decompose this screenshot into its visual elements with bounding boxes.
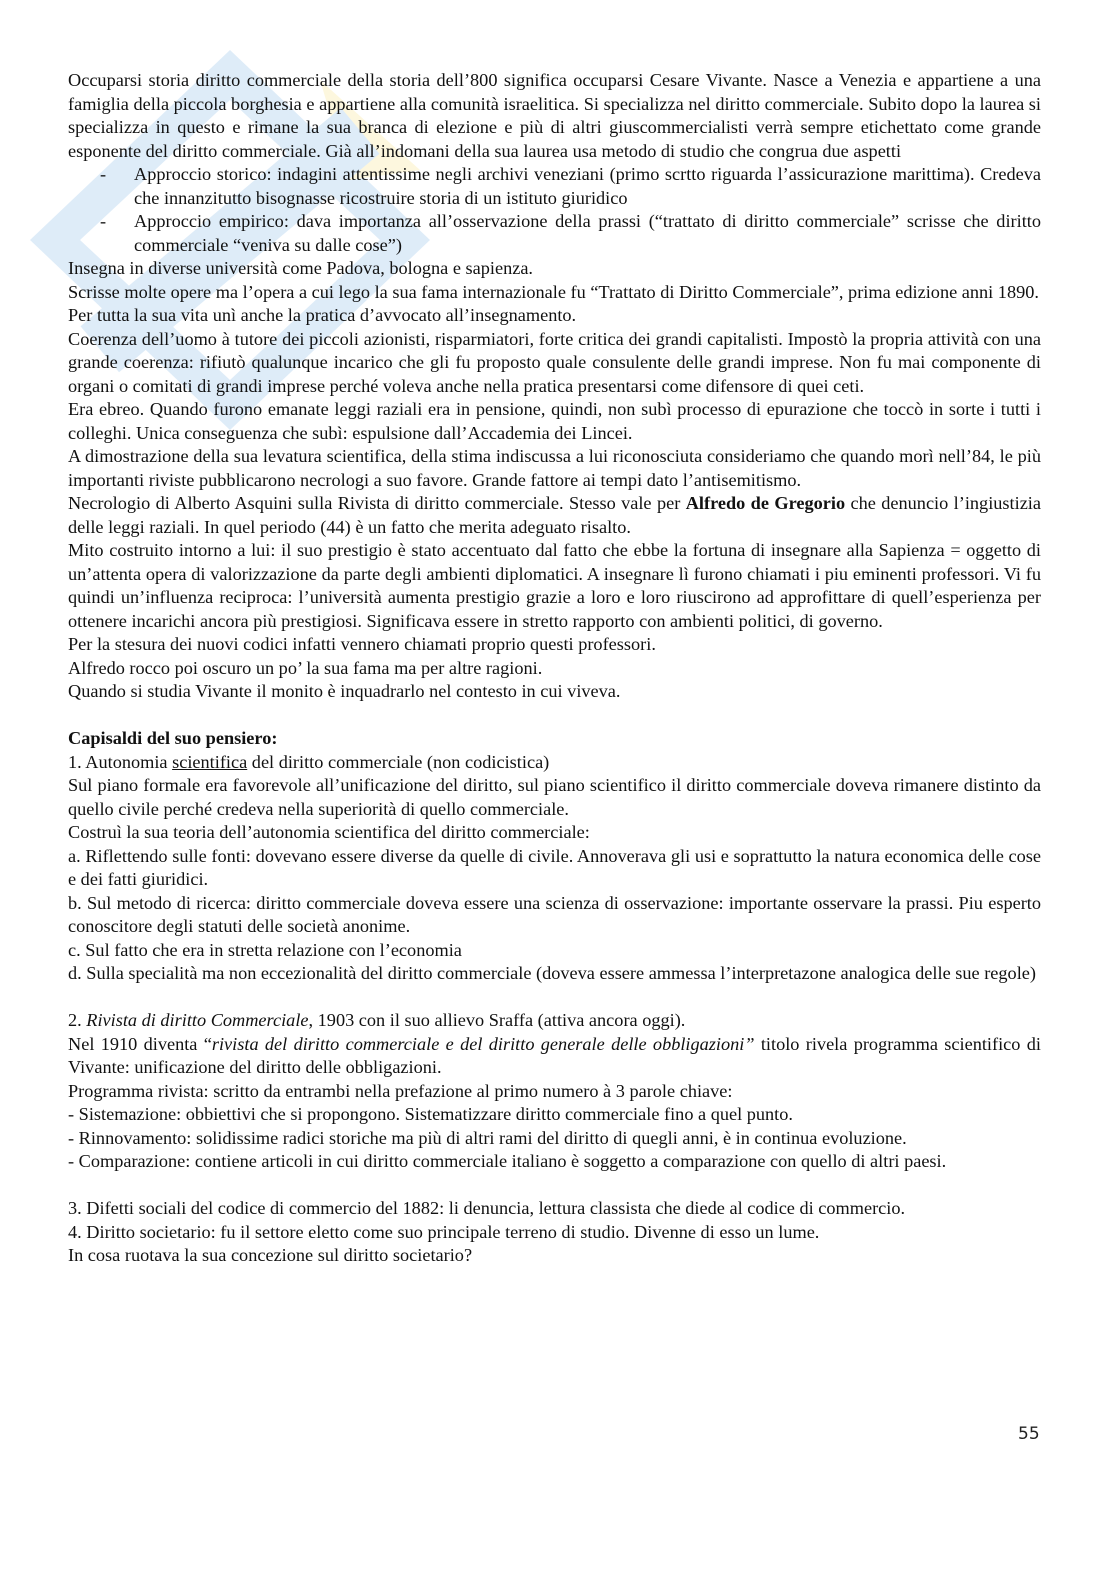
paragraph bbox=[68, 69, 1041, 163]
paragraph bbox=[68, 962, 1041, 986]
paragraph bbox=[68, 751, 1041, 775]
text-run: - Comparazione: contiene articoli in cui diritto commerciale italiano è soggetto a comparazione con quello di altri paesi. bbox=[68, 1151, 947, 1171]
italic-text: rivista del diritto commerciale e del diritto generale delle obbligazioni” bbox=[211, 1033, 755, 1054]
paragraph bbox=[68, 257, 1041, 281]
paragraph bbox=[68, 1221, 1041, 1245]
bullet-item bbox=[68, 210, 1041, 257]
bold-text: Capisaldi del suo pensiero: bbox=[68, 728, 278, 748]
text-run: Insegna in diverse università come Padova, bologna e sapienza. bbox=[68, 258, 534, 278]
underlined-text: scientifica bbox=[172, 751, 248, 772]
text-run: In cosa ruotava la sua concezione sul diritto societario? bbox=[68, 1245, 473, 1265]
paragraph bbox=[68, 633, 1041, 657]
text-run: Alfredo rocco poi oscuro un po’ la sua fama ma per altre ragioni. bbox=[68, 657, 543, 678]
bold-text: Alfredo de Gregorio bbox=[685, 493, 846, 513]
paragraph bbox=[68, 821, 1041, 845]
paragraph bbox=[68, 492, 1041, 539]
paragraph bbox=[68, 1197, 1041, 1221]
text-run: titolo rivela programma scientifico di Vivante: unificazione del diritto delle obbligazioni. bbox=[68, 1033, 1041, 1077]
text-run: del diritto commerciale (non codicistica) bbox=[247, 751, 550, 772]
paragraph bbox=[68, 1080, 1041, 1104]
paragraph bbox=[68, 892, 1041, 939]
document-body bbox=[68, 69, 1041, 1268]
text-run: 1. Autonomia bbox=[68, 751, 173, 772]
text-run: Costruì la sua teoria dell’autonomia scientifica del diritto commerciale: bbox=[68, 822, 590, 842]
paragraph bbox=[68, 281, 1041, 305]
text-run: Sul piano formale era favorevole all’unificazione del diritto, sul piano scientifico il diritto commerciale doveva rimanere distinto da quello civile perché credeva nella superiorità di quello commerciale. bbox=[68, 775, 1041, 819]
text-run: Necrologio di Alberto Asquini sulla Rivista di diritto commerciale. Stesso vale per bbox=[68, 493, 686, 513]
blank-line bbox=[68, 1174, 1041, 1198]
text-run: c. Sul fatto che era in stretta relazione con l’economia bbox=[68, 939, 462, 960]
bullet-dash: - bbox=[100, 164, 107, 184]
text-run: Quando si studia Vivante il monito è inquadrarlo nel contesto in cui viveva. bbox=[68, 681, 621, 701]
text-run: - Rinnovamento: solidissime radici storiche ma più di altri rami del diritto di quegli anni, è in continua evoluzione. bbox=[68, 1127, 907, 1148]
paragraph bbox=[68, 1103, 1041, 1127]
text-run: Nel 1910 diventa “ bbox=[68, 1033, 212, 1054]
blank-line bbox=[68, 986, 1041, 1010]
italic-text: Rivista di diritto Commerciale bbox=[86, 1010, 309, 1030]
bullet-dash: - bbox=[100, 211, 107, 231]
paragraph bbox=[68, 539, 1041, 633]
text-run: Coerenza dell’uomo à tutore dei piccoli azionisti, risparmiatori, forte critica dei grandi capitalisti. Impostò la propria attività con una grande coerenza: rifiutò qualunque incarico che gli fu proposto quale consulente delle grandi imprese. Non fu mai componente di organi o comitati di grandi imprese perché voleva anche nella pratica presentarsi come difensore di quei ceti. bbox=[68, 328, 1041, 396]
paragraph bbox=[68, 774, 1041, 821]
text-run: Programma rivista: scritto da entrambi nella prefazione al primo numero à 3 parole chiave: bbox=[68, 1080, 733, 1101]
paragraph bbox=[68, 398, 1041, 445]
text-run: A dimostrazione della sua levatura scientifica, della stima indiscussa a lui riconosciuta consideriamo che quando morì nell’84, le più importanti riviste pubblicarono necrologi a suo favore. Grande fattore ai tempi dato l’antisemitismo. bbox=[68, 446, 1041, 490]
text-run: 3. Difetti sociali del codice di commercio del 1882: li denuncia, lettura classista che diede al codice di commercio. bbox=[68, 1198, 906, 1218]
paragraph bbox=[68, 1009, 1041, 1033]
paragraph bbox=[68, 1127, 1041, 1151]
text-run: Scrisse molte opere ma l’opera a cui lego la sua fama internazionale fu “Trattato di Diritto Commerciale”, prima edizione anni 1890. bbox=[68, 281, 1039, 302]
text-run: Era ebreo. Quando furono emanate leggi raziali era in pensione, quindi, non subì processo di epurazione che toccò in sorte i tutti i colleghi. Unica conseguenza che subì: espulsione dall’Accademia dei Lincei. bbox=[68, 399, 1041, 443]
text-run: b. Sul metodo di ricerca: diritto commerciale doveva essere una scienza di osservazione: importante osservare la prassi. Piu esperto conoscitore degli statuti delle società anonime. bbox=[68, 892, 1041, 936]
paragraph bbox=[68, 1244, 1041, 1268]
text-run: Per la stesura dei nuovi codici infatti vennero chiamati proprio questi professori. bbox=[68, 634, 656, 654]
paragraph bbox=[68, 1033, 1041, 1080]
text-run: Mito costruito intorno a lui: il suo prestigio è stato accentuato dal fatto che ebbe la fortuna di insegnare alla Sapienza = oggetto di un’attenta opera di valorizzazione da parte degli ambienti diplomatici. A insegnare lì furono chiamati i piu eminenti professori. Vi fu quindi un’influenza reciproca: l’università aumenta prestigio grazie a loro e loro riuscirono ad approfittare di quell’esperienza per ottenere incarichi ancora più prestigiosi. Significava essere in stretto rapporto con ambienti politici, di governo. bbox=[68, 540, 1041, 631]
paragraph bbox=[68, 727, 1041, 751]
paragraph bbox=[68, 445, 1041, 492]
text-run: 4. Diritto societario: fu il settore eletto come suo principale terreno di studio. Divenne di esso un lume. bbox=[68, 1221, 820, 1242]
text-run: - Sistemazione: obbiettivi che si propongono. Sistematizzare diritto commerciale fino a quel punto. bbox=[68, 1104, 793, 1124]
text-run: che denuncio l’ingiustizia delle leggi raziali. In quel periodo (44) è un fatto che merita adeguato risalto. bbox=[68, 493, 1041, 537]
page-number: 55 bbox=[1018, 1424, 1040, 1444]
text-run: d. Sulla specialità ma non eccezionalità del diritto commerciale (doveva essere ammessa l’interpretazone analogica delle sue regole) bbox=[68, 963, 1036, 983]
text-run: Occuparsi storia diritto commerciale della storia dell’800 significa occuparsi Cesare Vivante. Nasce a Venezia e appartiene a una famiglia della piccola borghesia e appartiene alla comunità israelitica. Si specializza nel diritto commerciale. Subito dopo la laurea si specializza in questo e rimane la sua branca di elezione e più di altri giuscommercialisti verrà sempre etichettato come grande esponente del diritto commerciale. Già all’indomani della sua laurea usa metodo di studio che congrua due aspetti bbox=[68, 70, 1041, 161]
paragraph bbox=[68, 304, 1041, 328]
text-run: 2. bbox=[68, 1010, 87, 1030]
blank-line bbox=[68, 704, 1041, 728]
paragraph bbox=[68, 939, 1041, 963]
paragraph bbox=[68, 657, 1041, 681]
text-run: , 1903 con il suo allievo Sraffa (attiva ancora oggi). bbox=[308, 1010, 686, 1030]
paragraph bbox=[68, 680, 1041, 704]
paragraph bbox=[68, 328, 1041, 399]
paragraph bbox=[68, 845, 1041, 892]
text-run: Approccio empirico: dava importanza all’osservazione della prassi (“trattato di diritto commerciale” scrisse che diritto commerciale “veniva su dalle cose”) bbox=[134, 211, 1041, 255]
text-run: a. Riflettendo sulle fonti: dovevano essere diverse da quelle di civile. Annoverava gli usi e soprattutto la natura economica delle cose e dei fatti giuridici. bbox=[68, 845, 1041, 889]
text-run: Approccio storico: indagini attentissime negli archivi veneziani (primo scrtto riguarda l’assicurazione marittima). Credeva che innanzitutto bisognasse ricostruire storia di un istituto giuridico bbox=[134, 164, 1041, 208]
text-run: Per tutta la sua vita unì anche la pratica d’avvocato all’insegnamento. bbox=[68, 305, 577, 325]
paragraph bbox=[68, 1150, 1041, 1174]
bullet-item bbox=[68, 163, 1041, 210]
